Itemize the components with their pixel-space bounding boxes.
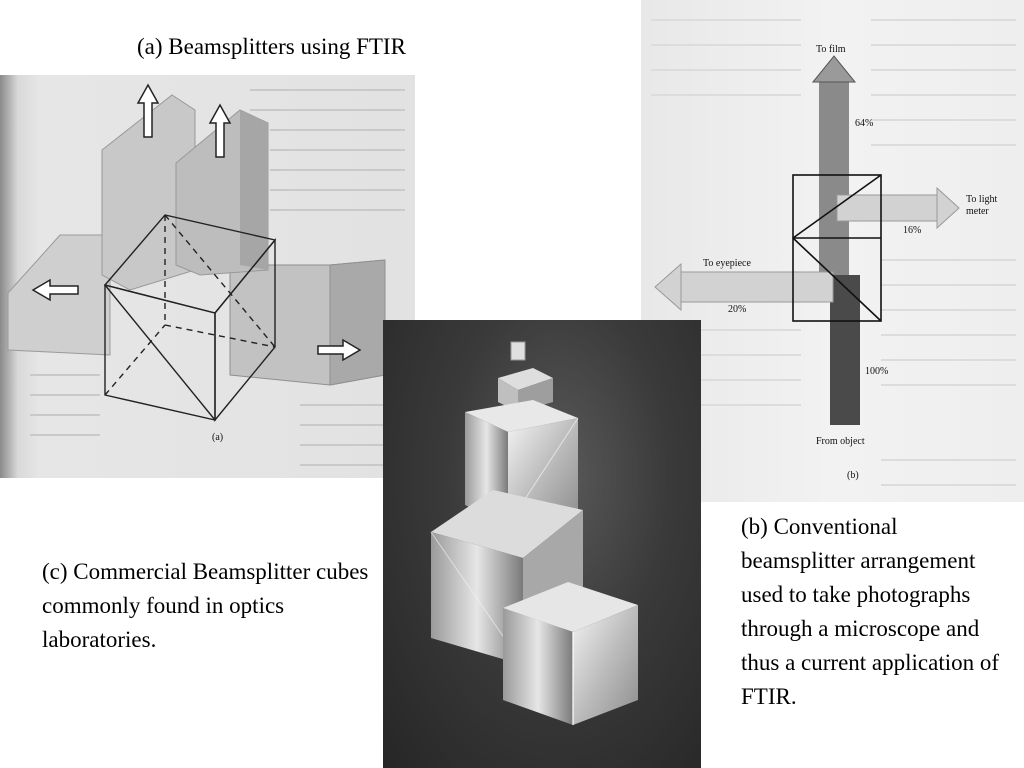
label-pct-object: 100% [865, 366, 889, 377]
cube-front [503, 582, 638, 725]
caption-a: (a) Beamsplitters using FTIR [137, 34, 406, 59]
figure-a-label: (a) [212, 432, 224, 443]
figure-c-beamsplitter-cubes-photo [383, 320, 701, 768]
arrow-up-film-icon [813, 56, 855, 82]
label-pct-eyepiece: 20% [728, 304, 747, 315]
label-pct-film: 64% [855, 118, 874, 129]
caption-b: (b) Conventional beamsplitter arrangement used to take photographs through a microscope and thus a current application of FTIR. [741, 514, 1000, 709]
beam-to-light-meter [837, 195, 937, 221]
beam-left [8, 235, 110, 355]
label-to-light-meter-1: To light [966, 194, 998, 205]
caption-c: (c) Commercial Beamsplitter cubes commonly found in optics laboratories. [42, 559, 369, 652]
label-from-object: From object [816, 436, 865, 447]
figure-a-drawing [0, 75, 415, 478]
arrow-eyepiece-icon [655, 264, 681, 310]
figure-a-ftir-beamsplitters [0, 75, 415, 478]
arrow-light-meter-icon [937, 188, 959, 228]
figure-b-label: (b) [847, 470, 859, 481]
label-pct-light-meter: 16% [903, 225, 922, 236]
beam-to-film [819, 80, 849, 280]
label-to-eyepiece: To eyepiece [703, 258, 751, 269]
beam-to-eyepiece [681, 272, 833, 302]
cubes-photo-illustration [383, 320, 701, 768]
label-to-light-meter-2: meter [966, 206, 989, 217]
label-to-film: To film [816, 44, 846, 55]
